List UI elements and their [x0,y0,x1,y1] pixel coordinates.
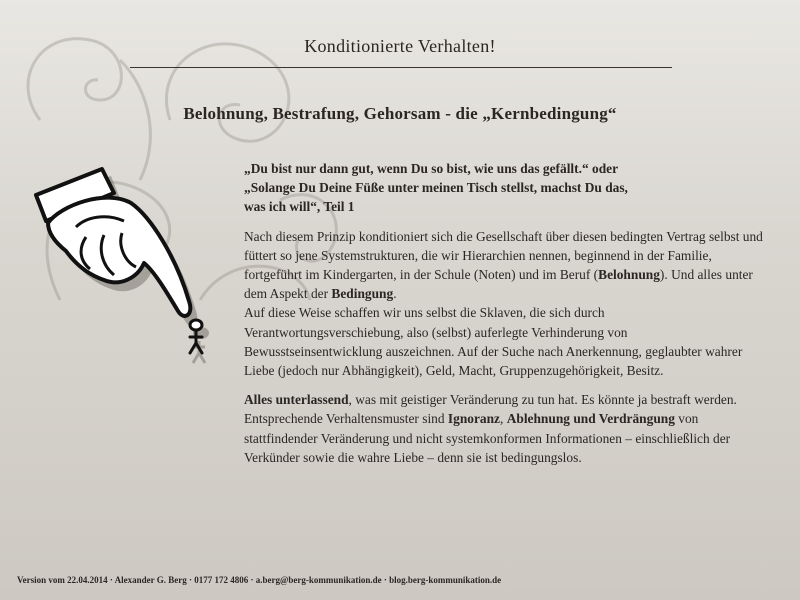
paragraph-1-mid: ). Und alles unter dem Aspekt der [244,267,753,302]
paragraph-1-intro: Nach diesem Prinzip konditioniert sich die Gesellschaft über diesen bedingten Vertrag selbst und füttert so jene Systemstrukturen, die wir Hierarchien nennen, beginnend in der Familie, fortgeführt im Kindergarten, in der Schule (Noten) und im Beruf ( [244,228,763,283]
title-divider [130,67,672,68]
paragraph-2 [244,390,764,467]
quote-line-3: was ich will“, Teil 1 [244,199,355,215]
paragraph-2-text-2: , [500,411,507,427]
term-alles-unterlassend: Alles unterlassend [244,392,349,408]
term-ignoranz: Ignoranz [447,411,500,427]
page-title: Konditionierte Verhalten! [304,36,496,56]
term-bedingung: Bedingung [331,286,394,302]
paragraph-2-text-1: , was mit geistiger Veränderung zu tun hat. Es könnte ja bestraft werden. Entsprechende Verhaltensmuster sind [244,392,737,427]
quote-line-2: „Solange Du Deine Füße unter meinen Tisch stellst, machst Du das, [244,180,628,196]
paragraph-1 [244,227,764,381]
term-belohnung: Belohnung [598,267,660,283]
quote-line-1: „Du bist nur dann gut, wenn Du so bist, wie uns das gefällt.“ oder [244,161,619,176]
paragraph-2-text-3: von stattfindender Veränderung und nicht systemkonformen Informationen – einschließlich der Verkünder sowie die wahre Liebe – denn sie ist bedingungslos. [244,411,731,465]
main-content [244,159,764,477]
page-subtitle: Belohnung, Bestrafung, Gehorsam - die „Kernbedingung“ [183,104,617,123]
paragraph-1-end: . [393,286,397,302]
footer-contact: Version vom 22.04.2014 · Alexander G. Berg · 0177 172 4806 · a.berg@berg-kommunikation.de · blog.berg-kommunikation.de [17,575,502,585]
quote-block [244,159,764,217]
term-ablehnung: Ablehnung und Verdrängung [506,411,675,427]
paragraph-1-continuation: Auf diese Weise schaffen wir uns selbst die Sklaven, die sich durch Verantwortungsverschiebung, also (selbst) auferlegte Verhinderung von Bewusstseinsentwicklung auszeichnen. Auf der Suche nach Anerkennung, geglaubter wahrer Liebe (jedoch nur Abhängigkeit), Geld, Macht, Gruppenzugehörigkeit, Besitz. [244,305,743,379]
pointing-hand-icon [28,165,228,365]
